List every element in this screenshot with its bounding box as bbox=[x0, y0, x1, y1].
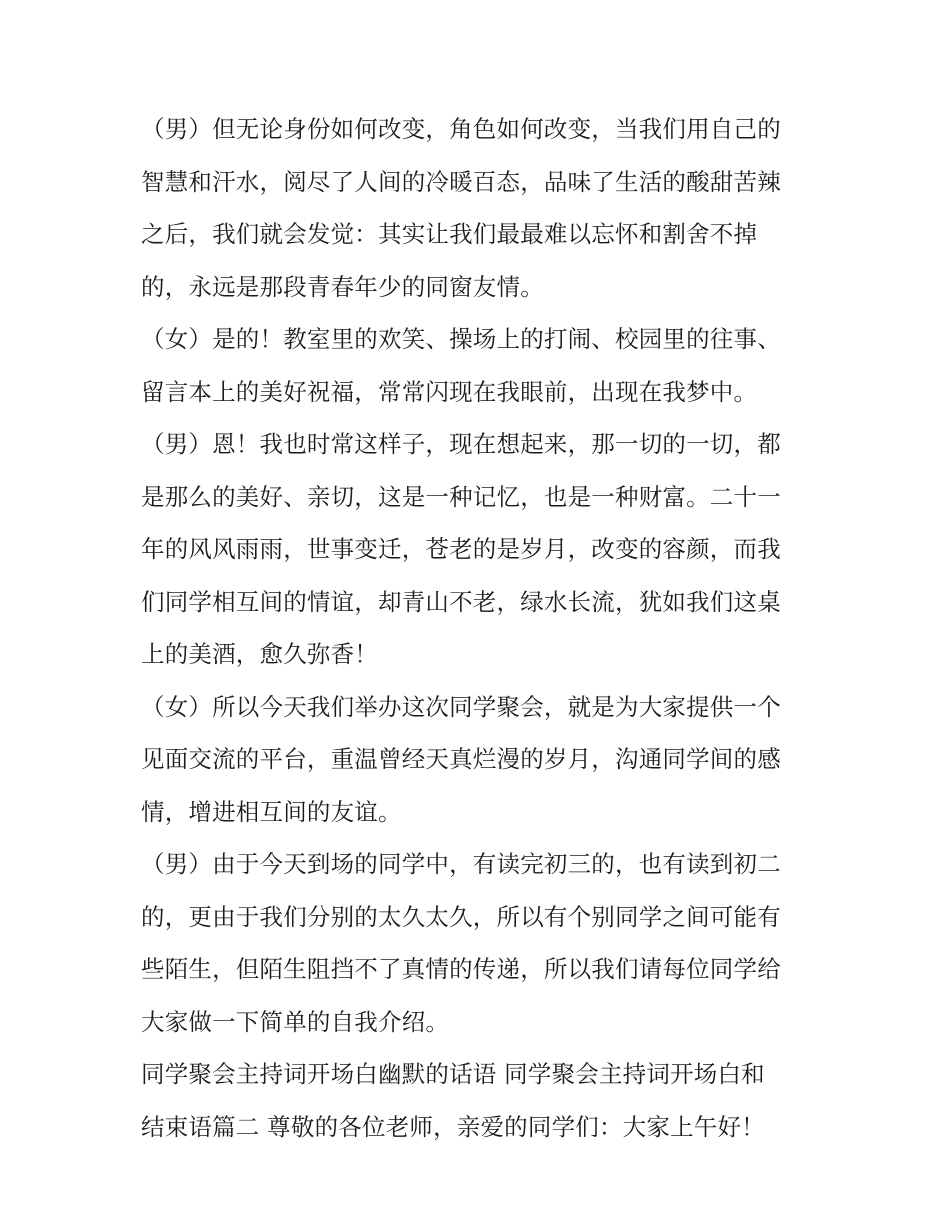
text-line: 们同学相互间的情谊，却青山不老，绿水长流，犹如我们这桌 bbox=[141, 587, 781, 616]
text-line: 的，永远是那段青春年少的同窗友情。 bbox=[141, 272, 544, 301]
text-line: 情，增进相互间的友谊。 bbox=[141, 797, 402, 826]
body-text bbox=[141, 103, 813, 1153]
text-line: （男）由于今天到场的同学中，有读完初三的，也有读到初二 bbox=[141, 850, 781, 878]
text-line: （女）所以今天我们举办这次同学聚会，就是为大家提供一个 bbox=[141, 692, 781, 721]
text-line: 同学聚会主持词开场白幽默的话语 同学聚会主持词开场白和 bbox=[141, 1060, 765, 1088]
text-line: （男）恩！我也时常这样子，现在想起来，那一切的一切，都 bbox=[141, 430, 781, 458]
text-line: 是那么的美好、亲切，这是一种记忆，也是一种财富。二十一 bbox=[141, 482, 781, 511]
text-line: 留言本上的美好祝福，常常闪现在我眼前，出现在我梦中。 bbox=[141, 377, 758, 406]
text-line: 智慧和汗水，阅尽了人间的冷暖百态，品味了生活的酸甜苦辣 bbox=[141, 167, 781, 196]
text-line: 上的美酒，愈久弥香！ bbox=[141, 640, 378, 668]
text-line: （男）但无论身份如何改变，角色如何改变，当我们用自己的 bbox=[141, 115, 781, 143]
text-line: 年的风风雨雨，世事变迁，苍老的是岁月，改变的容颜，而我 bbox=[141, 535, 781, 563]
text-line: 之后，我们就会发觉：其实让我们最最难以忘怀和割舍不掉 bbox=[141, 220, 758, 248]
text-line: （女）是的！教室里的欢笑、操场上的打闹、校园里的往事、 bbox=[141, 325, 781, 353]
text-line: 些陌生，但陌生阻挡不了真情的传递，所以我们请每位同学给 bbox=[141, 955, 781, 983]
text-line: 大家做一下简单的自我介绍。 bbox=[141, 1007, 450, 1036]
text-line: 的，更由于我们分别的太久太久，所以有个别同学之间可能有 bbox=[141, 902, 781, 931]
text-line: 结束语篇二 尊敬的各位老师，亲爱的同学们：大家上午好！ bbox=[141, 1112, 765, 1141]
text-line: 见面交流的平台，重温曾经天真烂漫的岁月，沟通同学间的感 bbox=[141, 745, 781, 773]
